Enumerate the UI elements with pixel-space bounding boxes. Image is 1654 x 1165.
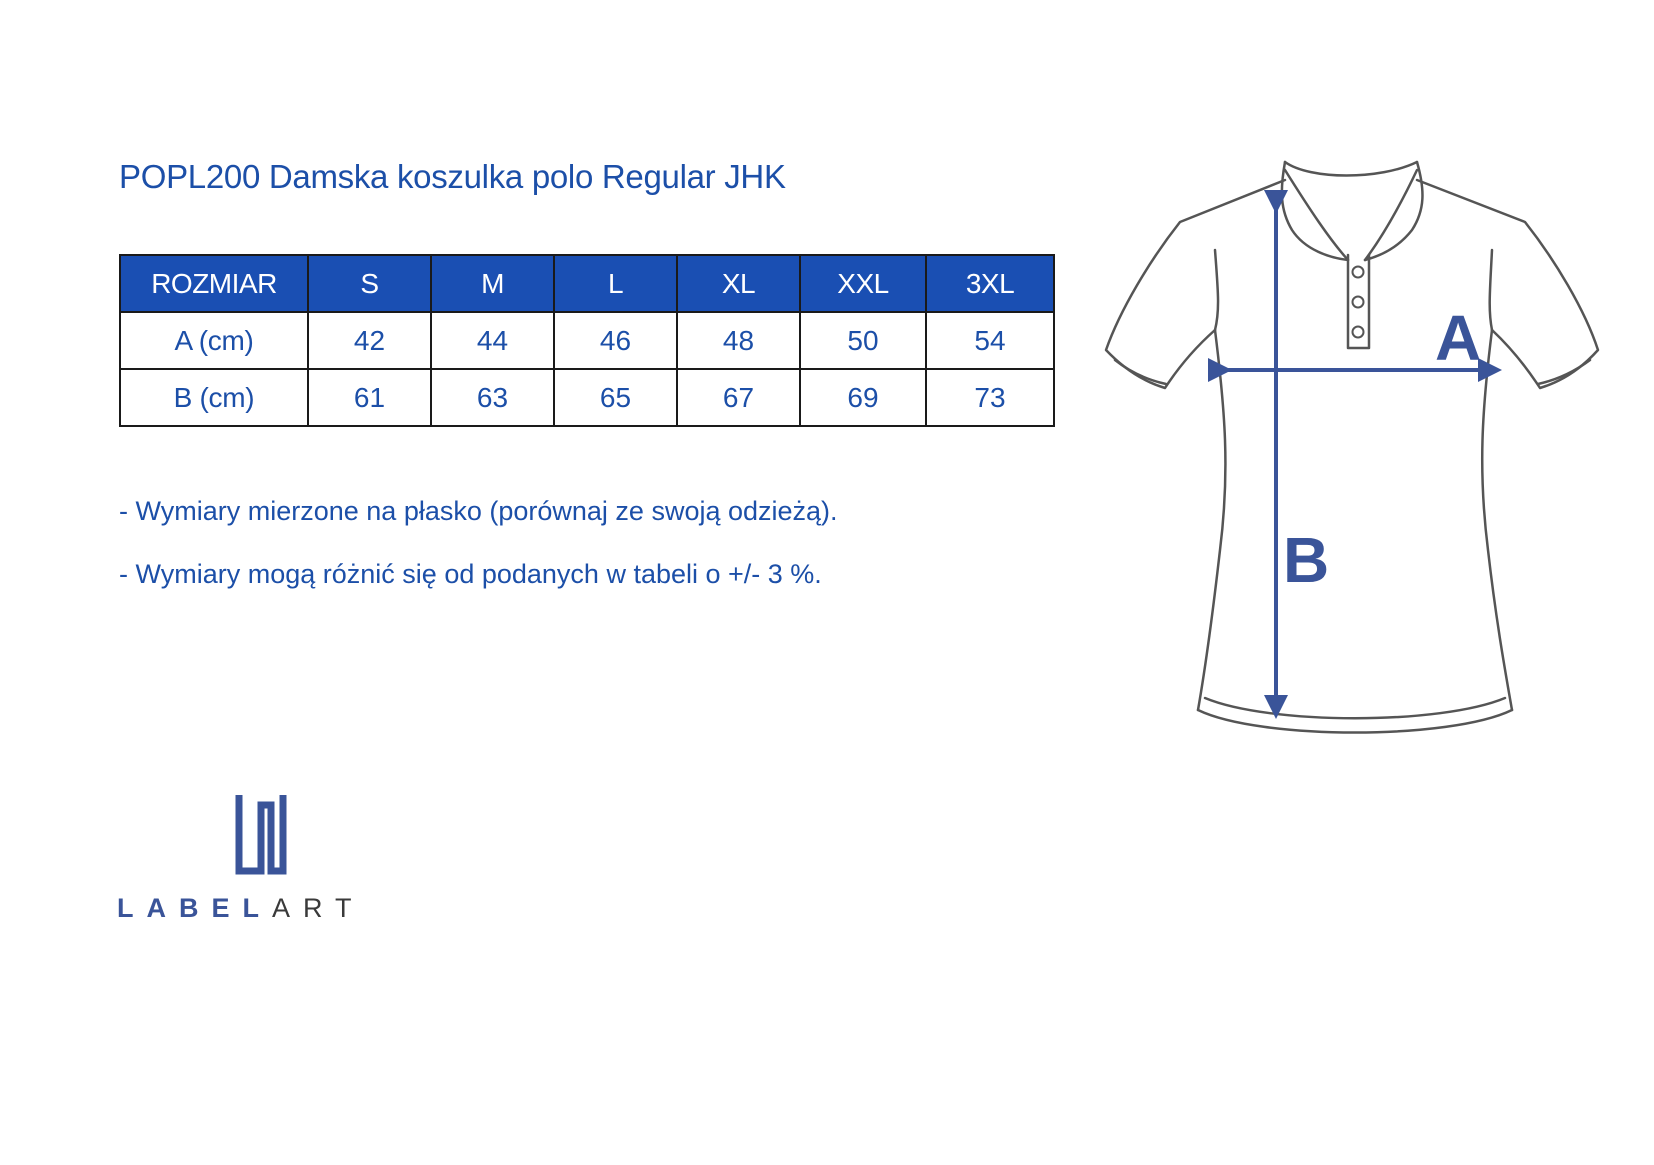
table-cell: 54 bbox=[926, 312, 1054, 369]
table-cell: 50 bbox=[800, 312, 926, 369]
logo-wordmark bbox=[117, 893, 365, 924]
logo-word-art: ART bbox=[272, 893, 365, 923]
shirt-outline-icon bbox=[1106, 162, 1598, 733]
table-cell: 46 bbox=[554, 312, 677, 369]
logo-word-label: LABEL bbox=[117, 893, 272, 923]
table-cell: 67 bbox=[677, 369, 800, 426]
header-size-m: M bbox=[431, 255, 554, 312]
table-cell: 44 bbox=[431, 312, 554, 369]
header-size-3xl: 3XL bbox=[926, 255, 1054, 312]
table-row-a bbox=[120, 312, 1054, 369]
note-flat-measurement: - Wymiary mierzone na płasko (porównaj ze swoją odzieżą). bbox=[119, 496, 838, 526]
row-label-b: B (cm) bbox=[120, 369, 308, 426]
table-cell: 63 bbox=[431, 369, 554, 426]
table-cell: 48 bbox=[677, 312, 800, 369]
table-cell: 61 bbox=[308, 369, 431, 426]
page-title: POPL200 Damska koszulka polo Regular JHK bbox=[119, 158, 786, 195]
labelart-logo bbox=[117, 795, 407, 925]
row-label-a: A (cm) bbox=[120, 312, 308, 369]
table-cell: 69 bbox=[800, 369, 926, 426]
table-cell: 42 bbox=[308, 312, 431, 369]
header-size-label: ROZMIAR bbox=[120, 255, 308, 312]
table-cell: 73 bbox=[926, 369, 1054, 426]
table-header-row bbox=[120, 255, 1054, 312]
polo-shirt-diagram bbox=[1080, 150, 1640, 790]
logo-mark-icon bbox=[235, 795, 287, 875]
header-size-l: L bbox=[554, 255, 677, 312]
diagram-label-a: A bbox=[1435, 302, 1482, 374]
placket-buttons-icon bbox=[1353, 267, 1364, 338]
size-table bbox=[119, 254, 1055, 427]
header-size-xl: XL bbox=[677, 255, 800, 312]
diagram-label-b: B bbox=[1283, 524, 1330, 596]
table-cell: 65 bbox=[554, 369, 677, 426]
table-row-b bbox=[120, 369, 1054, 426]
note-tolerance: - Wymiary mogą różnić się od podanych w tabeli o +/- 3 %. bbox=[119, 559, 822, 589]
header-size-s: S bbox=[308, 255, 431, 312]
header-size-xxl: XXL bbox=[800, 255, 926, 312]
